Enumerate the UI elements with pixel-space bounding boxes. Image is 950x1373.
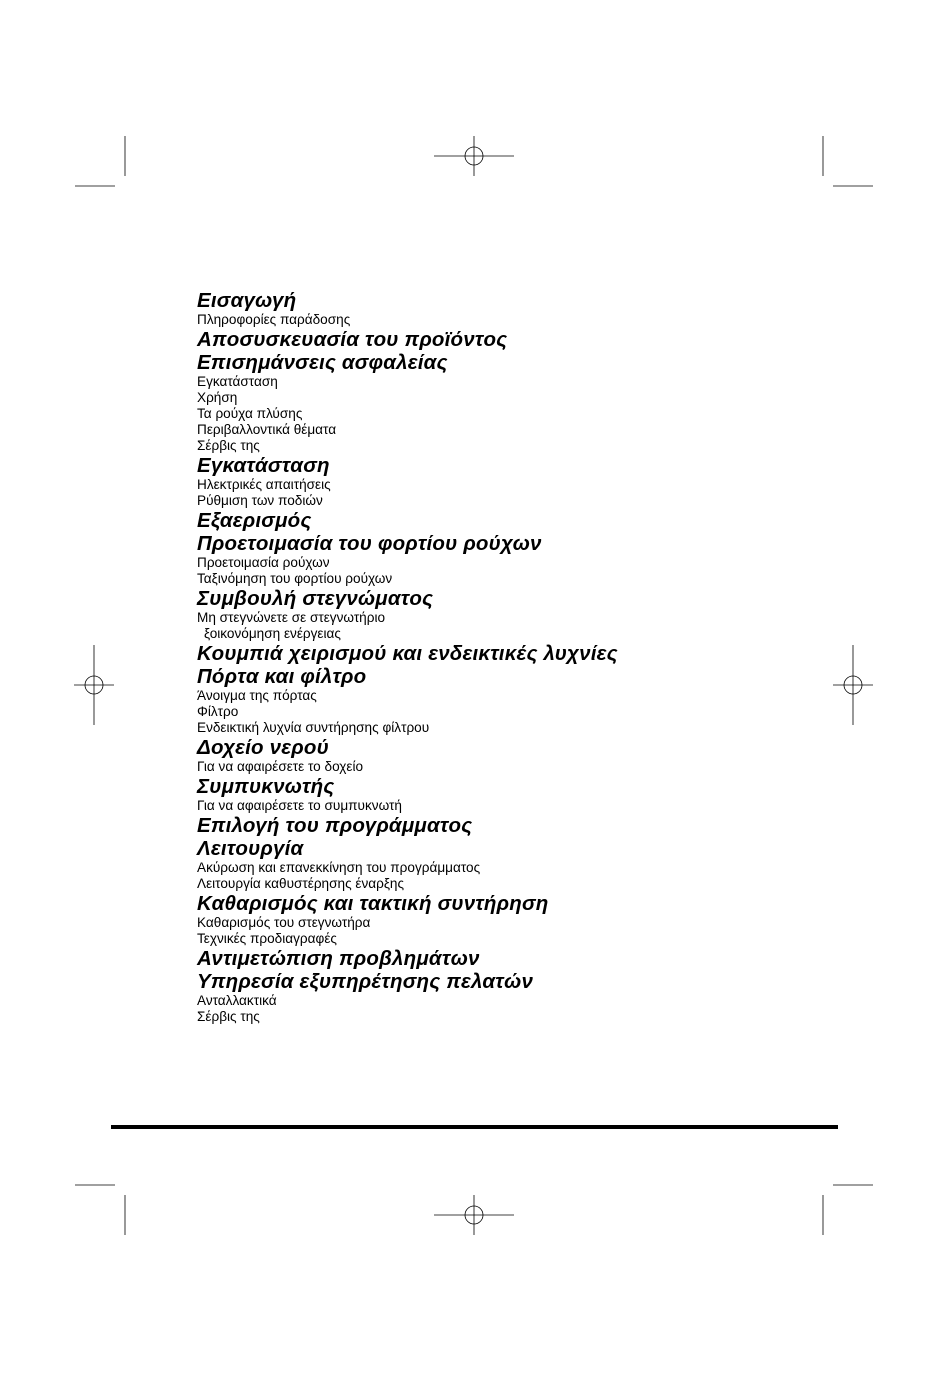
toc-heading: Επιλογή του προγράμματος xyxy=(197,814,473,837)
toc-section xyxy=(197,454,837,509)
toc-section xyxy=(197,970,837,1025)
toc-heading: Αντιμετώπιση προβλημάτων xyxy=(197,947,480,970)
toc-section xyxy=(197,947,837,970)
toc-item: Ανταλλακτικά xyxy=(197,993,277,1008)
toc-section xyxy=(197,775,837,814)
registration-mark-bottom xyxy=(434,1195,514,1235)
toc-heading: Εγκατάσταση xyxy=(197,454,330,477)
footer-rule xyxy=(111,1125,838,1129)
toc-heading: Εξαερισμός xyxy=(197,509,312,532)
toc-heading: Κουμπιά χειρισμού και ενδεικτικές λυχνίες xyxy=(197,642,618,665)
toc-heading: Συμβουλή στεγνώματος xyxy=(197,587,434,610)
toc-item: Για να αφαιρέσετε το δοχείο xyxy=(197,759,364,774)
toc-section xyxy=(197,837,837,892)
toc-item: Ταξινόμηση του φορτίου ρούχων xyxy=(197,571,393,586)
toc-section xyxy=(197,665,837,736)
toc-item: Χρήση xyxy=(197,390,238,405)
toc-item: Λειτουργία καθυστέρησης έναρξης xyxy=(197,876,405,891)
toc-item: Τα ρούχα πλύσης xyxy=(197,406,303,421)
toc-item: Τεχνικές προδιαγραφές xyxy=(197,931,337,946)
toc-section xyxy=(197,532,837,587)
toc-heading: Αποσυσκευασία του προϊόντος xyxy=(197,328,508,351)
registration-mark-left xyxy=(74,645,114,725)
toc-heading: Προετοιμασία του φορτίου ρούχων xyxy=(197,532,542,555)
toc-item: Μη στεγνώνετε σε στεγνωτήριο xyxy=(197,610,386,625)
toc-heading: Πόρτα και φίλτρο xyxy=(197,665,367,688)
toc-section xyxy=(197,642,837,665)
toc-section xyxy=(197,289,837,328)
toc-item: Περιβαλλοντικά θέματα xyxy=(197,422,337,437)
toc-item: Ηλεκτρικές απαιτήσεις xyxy=(197,477,331,492)
toc-section xyxy=(197,351,837,454)
toc-section xyxy=(197,736,837,775)
registration-mark-right xyxy=(833,645,873,725)
toc-item: Ακύρωση και επανεκκίνηση του προγράμματος xyxy=(197,860,481,875)
toc-item: Σέρβις της xyxy=(197,438,260,453)
toc-item: Προετοιμασία ρούχων xyxy=(197,555,330,570)
toc-item: Ενδεικτική λυχνία συντήρησης φίλτρου xyxy=(197,720,430,735)
toc-heading: Δοχείο νερού xyxy=(197,736,329,759)
toc-heading: Υπηρεσία εξυπηρέτησης πελατών xyxy=(197,970,534,993)
toc-item: ξοικονόμηση ενέργειας xyxy=(204,626,341,641)
toc-heading: Επισημάνσεις ασφαλείας xyxy=(197,351,448,374)
toc-section xyxy=(197,587,837,642)
toc-item: Εγκατάσταση xyxy=(197,374,278,389)
toc-item: Άνοιγμα της πόρτας xyxy=(197,688,317,703)
toc-item: Για να αφαιρέσετε το συμπυκνωτή xyxy=(197,798,402,813)
toc-item: Καθαρισμός του στεγνωτήρα xyxy=(197,915,371,930)
toc-section xyxy=(197,328,837,351)
toc-item: Φίλτρο xyxy=(197,704,239,719)
toc-section xyxy=(197,892,837,947)
toc-heading: Συμπυκνωτής xyxy=(197,775,335,798)
toc-heading: Καθαρισμός και τακτική συντήρηση xyxy=(197,892,549,915)
toc-item: Πληροφορίες παράδοσης xyxy=(197,312,351,327)
toc-section xyxy=(197,814,837,837)
toc-heading: Εισαγωγή xyxy=(197,289,297,312)
toc-section xyxy=(197,509,837,532)
registration-mark-top xyxy=(434,136,514,176)
table-of-contents xyxy=(197,289,837,1025)
toc-item: Σέρβις της xyxy=(197,1009,260,1024)
toc-item: Ρύθμιση των ποδιών xyxy=(197,493,323,508)
toc-heading: Λειτουργία xyxy=(197,837,304,860)
